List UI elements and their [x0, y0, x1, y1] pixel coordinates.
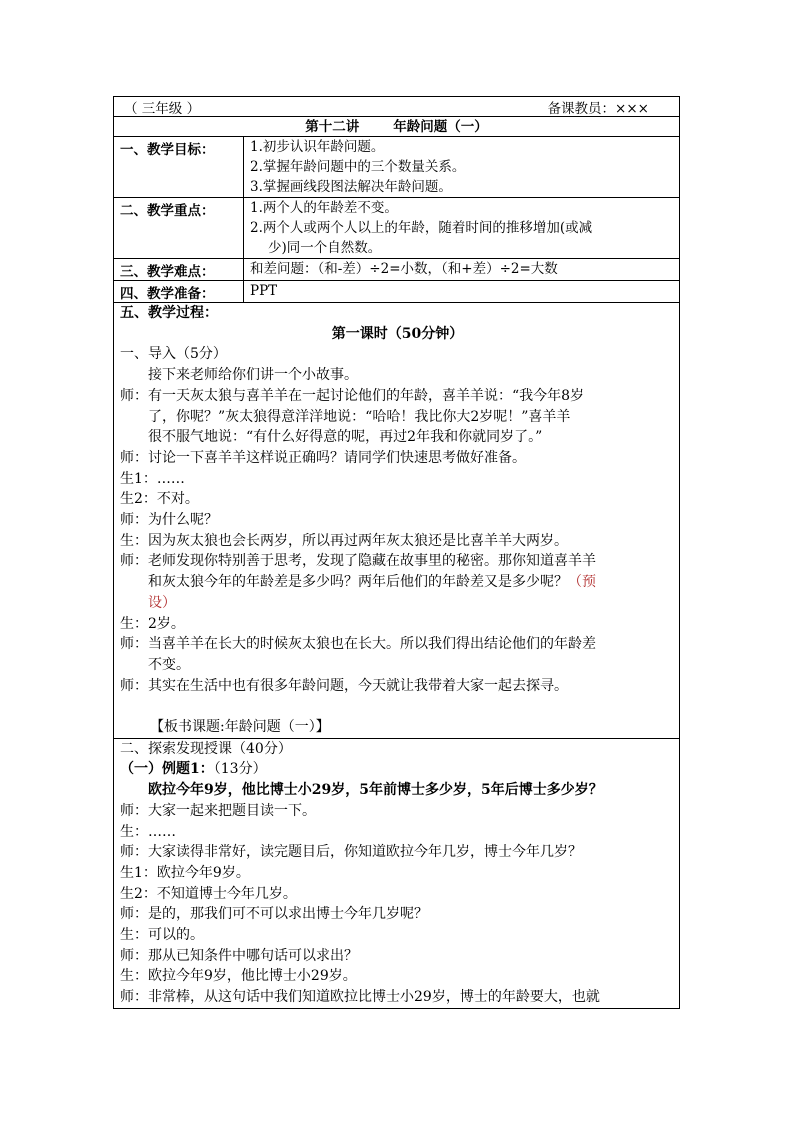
- paragraph: 师：其实在生活中也有很多年龄问题，今天就让我带着大家一起去探寻。: [120, 677, 568, 694]
- paragraph-text: 和灰太狼今年的年龄差是多少吗？两年后他们的年龄差又是多少呢？: [148, 574, 568, 591]
- prep-text: PPT: [250, 283, 278, 299]
- key-points-list: [244, 198, 679, 258]
- goals-list: [244, 137, 679, 197]
- paragraph: 生：可以的。: [120, 927, 204, 944]
- paragraph: 师：有一天灰太狼与喜羊羊在一起讨论他们的年龄，喜羊羊说：“我今年8岁: [120, 387, 585, 404]
- goal-item: 2.掌握年龄问题中的三个数量关系。: [250, 159, 466, 175]
- paragraph: 接下来老师给你们讲一个小故事。: [148, 367, 358, 384]
- explore-section: [114, 739, 679, 1008]
- goal-item: 3.掌握画线段图法解决年龄问题。: [250, 179, 452, 195]
- paragraph: 不变。: [148, 656, 190, 673]
- paragraph: 生：2岁。: [120, 615, 185, 632]
- blank-line: [120, 696, 675, 717]
- goals-row: [114, 137, 679, 198]
- grade-label: （ 三年级 ）: [124, 100, 201, 117]
- process-label: 五、教学过程：: [120, 305, 218, 321]
- goals-label: 一、教学目标：: [114, 137, 244, 197]
- key-point-item-continued: 少)同一个自然数。: [268, 240, 382, 256]
- paragraph: 师：讨论一下喜羊羊这样说正确吗？请同学们快速思考做好准备。: [120, 449, 526, 466]
- difficulty-label: 三、教学难点：: [114, 259, 244, 280]
- paragraph: [120, 572, 675, 593]
- paragraph: 师：为什么呢？: [120, 512, 218, 529]
- key-points-label: 二、教学重点：: [114, 198, 244, 258]
- paragraph: 师：非常棒，从这句话中我们知道欧拉比博士小29岁，博士的年龄要大，也就: [120, 989, 600, 1006]
- paragraph: 师：是的，那我们可不可以求出博士今年几岁呢？: [120, 906, 428, 923]
- key-points-row: [114, 198, 679, 259]
- key-point-item: 1.两个人的年龄差不变。: [250, 200, 398, 216]
- intro-heading: 一、导入（5分）: [120, 346, 227, 363]
- example-label: （一）例题1：: [120, 761, 214, 778]
- lesson-plan-table: [113, 96, 680, 1009]
- paragraph: 师：大家读得非常好，读完题目后，你知道欧拉今年几岁，博士今年几岁？: [120, 844, 582, 861]
- header-row: [114, 97, 679, 117]
- example-problem: 欧拉今年9岁，他比博士小29岁，5年前博士多少岁，5年后博士多少岁？: [148, 782, 603, 799]
- paragraph: 了，你呢？”灰太狼得意洋洋地说：“哈哈！我比你大2岁呢！”喜羊羊: [148, 408, 571, 425]
- preset-note-continued: 设）: [148, 594, 176, 611]
- paragraph: 很不服气地说：“有什么好得意的呢，再过2年我和你就同岁了。”: [148, 429, 543, 446]
- lecture-title-row: [114, 117, 679, 137]
- difficulty-row: [114, 259, 679, 281]
- prep-label: 四、教学准备：: [114, 281, 244, 302]
- paragraph: 生2：不对。: [120, 491, 199, 508]
- paragraph: 师：老师发现你特别善于思考，发现了隐藏在故事里的秘密。那你知道喜羊羊: [120, 553, 596, 570]
- prep-row: [114, 281, 679, 303]
- example-heading: [120, 759, 675, 780]
- paragraph: 师：大家一起来把题目读一下。: [120, 802, 316, 819]
- key-point-item: 2.两个人或两个人以上的年龄，随着时间的推移增加(或减: [250, 220, 593, 236]
- explore-heading: 二、探索发现授课（40分）: [120, 740, 292, 757]
- paragraph: 生1：……: [120, 470, 185, 487]
- paragraph: 师：那从已知条件中哪句话可以求出？: [120, 947, 358, 964]
- difficulty-text: 和差问题：（和-差）÷2=小数，（和+差）÷2=大数: [250, 261, 558, 277]
- example-time: （13分）: [213, 761, 267, 778]
- paragraph: 生：欧拉今年9岁，他比博士小29岁。: [120, 968, 357, 985]
- paragraph: 生：……: [120, 823, 176, 840]
- paragraph: 生1：欧拉今年9岁。: [120, 864, 250, 881]
- paragraph: 师：当喜羊羊在长大的时候灰太狼也在长大。所以我们得出结论他们的年龄差: [120, 636, 596, 653]
- teacher-label: 备课教员：×××: [547, 100, 649, 117]
- board-title: 【板书课题:年龄问题（一）】: [150, 719, 330, 736]
- paragraph: 生2：不知道博士今年几岁。: [120, 885, 297, 902]
- paragraph: 生：因为灰太狼也会长两岁，所以再过两年灰太狼还是比喜羊羊大两岁。: [120, 532, 568, 549]
- lecture-topic: 年龄问题（一）: [393, 119, 488, 135]
- lesson-title: 第一课时（50分钟）: [331, 325, 464, 342]
- goal-item: 1.初步认识年龄问题。: [250, 139, 385, 155]
- lecture-number: 第十二讲: [305, 119, 360, 135]
- process-section: [114, 303, 679, 739]
- preset-note: （预: [568, 574, 596, 591]
